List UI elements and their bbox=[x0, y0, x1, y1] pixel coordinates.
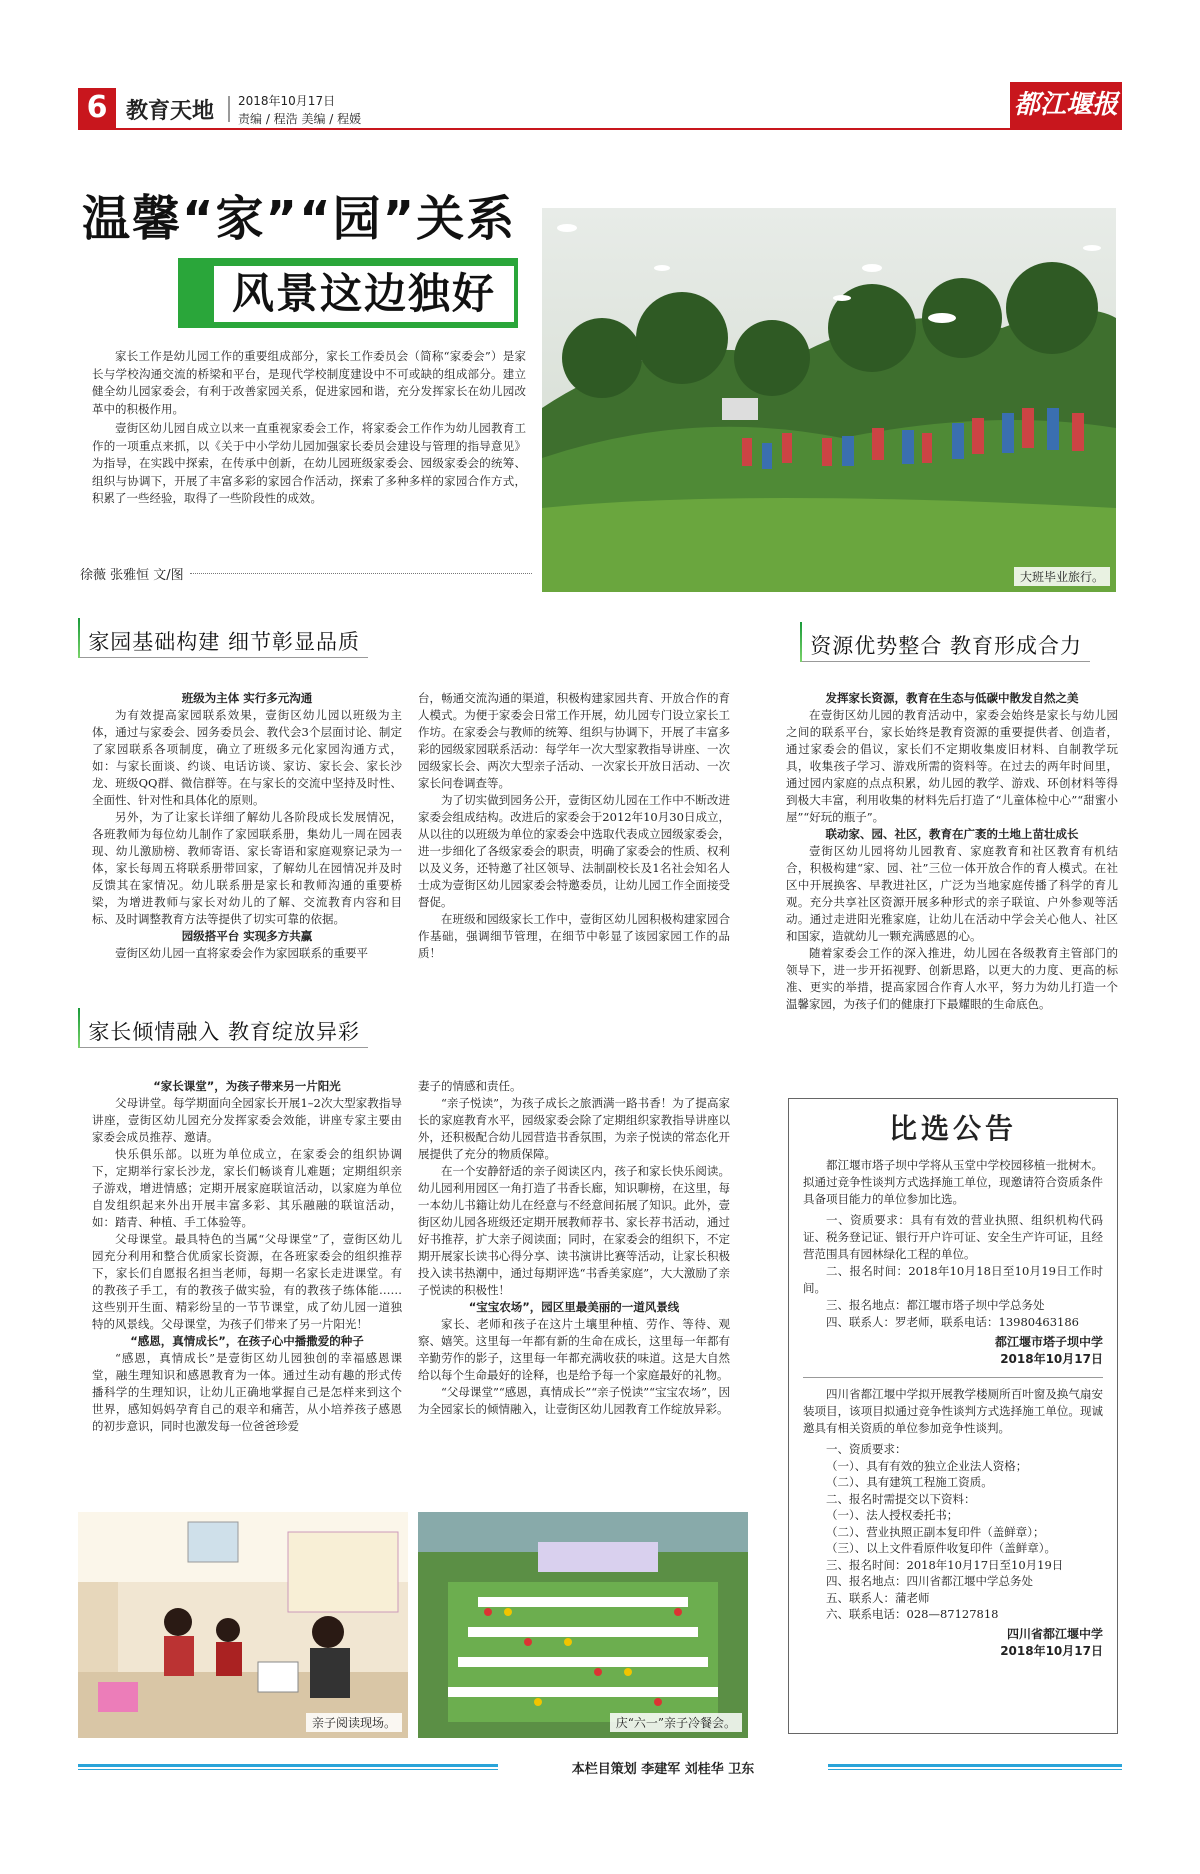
notice-title: 比选公告 bbox=[888, 1112, 1017, 1145]
page-header bbox=[78, 88, 1122, 130]
feature-subtitle-box bbox=[178, 258, 518, 328]
notice-box bbox=[788, 1098, 1118, 1734]
section1-paragraph: 为了切实做到园务公开，壹街区幼儿园在工作中不断改进家委会组成结构。改进后的家委会于2012年10月30日成立，从以往的以班级为单位的家委会中选取代表成立园级家委会，进一步细化了各级家委会的职责，明确了家委会的性质、权利以及义务，还特邀了社区领导、法制副校长及1名社会知名人士成为壹街区幼儿园家委会特邀委员，让幼儿园工作全面接受督促。 bbox=[418, 793, 730, 909]
section-name: 教育天地 bbox=[126, 99, 215, 124]
reading-photo bbox=[78, 1512, 408, 1738]
footer bbox=[78, 1758, 1122, 1782]
picnic-photo-caption: 庆“六一”亲子冷餐会。 bbox=[610, 1713, 742, 1732]
section2-heading bbox=[78, 1008, 368, 1048]
notice-item: 二、报名时间：2018年10月18日至10月19日工作时间。 bbox=[803, 1264, 1103, 1295]
section2-paragraph: 父母讲堂。每学期面向全园家长开展1–2次大型家教指导讲座，壹街区幼儿园充分发挥家委会效能，讲座专家主要由家委会成员推荐、邀请。 bbox=[92, 1096, 402, 1144]
section2-subhead: “家长课堂”，为孩子带来另一片阳光 bbox=[153, 1079, 341, 1093]
notice-date: 2018年10月17日 bbox=[1000, 1352, 1103, 1366]
picnic-photo-image bbox=[418, 1512, 748, 1738]
feature-photo-image bbox=[542, 208, 1116, 592]
issue-date: 2018年10月17日 bbox=[238, 94, 336, 108]
byline-text: 徐薇 张雅恒 文/图 bbox=[80, 568, 184, 583]
notice-items bbox=[803, 1441, 1103, 1623]
notice-date: 2018年10月17日 bbox=[1000, 1643, 1103, 1658]
feature-title: 温馨“家”“园”关系 bbox=[82, 191, 517, 247]
notice-item: （一）、法人授权委托书； bbox=[826, 1508, 959, 1522]
section1-paragraph: 另外，为了让家长详细了解幼儿各阶段成长发展情况，各班教师为每位幼儿制作了家园联系册，集幼儿一周在园表现、幼儿激励榜、教师寄语、家长寄语和家庭观察记录为一体，家长每周五将联系册带回家，了解幼儿在园情况并及时反馈其在家情况。幼儿联系册是家长和教师沟通的重要桥梁，为增进教师与家长对幼儿的了解、交流教育内容和目标、及时调整教育方法等提供了切实可靠的依据。 bbox=[92, 810, 402, 926]
section1-title: 家园基础构建 细节彰显品质 bbox=[80, 618, 368, 658]
reading-photo-image bbox=[78, 1512, 408, 1738]
feature-subtitle: 风景这边独好 bbox=[214, 266, 514, 322]
notice-item: （一）、具有有效的独立企业法人资格； bbox=[826, 1458, 1028, 1473]
notice-item: （二）、营业执照正副本复印件（盖鲜章）； bbox=[826, 1524, 1045, 1539]
section3-paragraph: 在壹街区幼儿园的教育活动中，家委会始终是家长与幼儿园之间的联系平台，家长始终是教育资源的重要提供者、创造者，通过家委会的倡议，家长们不定期收集废旧材料、自制教学玩具，收集孩子学习、游戏所需的资料等。在过去的两年时间里，通过园内家庭的点点积累，幼儿园的教学、游戏、环创材料等得到极大丰富，利用收集的材料先后打造了“儿童体检中心”“甜蜜小屋”“好玩的瓶子”。 bbox=[786, 708, 1118, 824]
notice-item: 五、联系人：蒲老师 bbox=[826, 1590, 930, 1605]
section2-paragraph: “父母课堂”“感恩，真情成长”“亲子悦读”“宝宝农场”，因为全园家长的倾情融入，让壹街区幼儿园教育工作绽放异彩。 bbox=[418, 1385, 730, 1416]
notice-item: 三、报名地点：都江堰市塔子坝中学总务处 bbox=[826, 1298, 1045, 1312]
section2-paragraph: 在一个安静舒适的亲子阅读区内，孩子和家长快乐阅读。幼儿园利用园区一角打造了书香长廊，知识聊榜，在这里，每一本幼儿书籍让幼儿在经意与不经意间拓展了知识。此外，壹街区幼儿园各班级还定期开展教师荐书、家长荐书活动，通过好书推荐，扩大亲子阅读面；同时，在家委会的组织下，不定期开展家长读书心得分享、读书演讲比赛等活动，让家长积极投入读书热潮中，通过每期评选“书香美家庭”，大大激励了亲子悦读的积极性！ bbox=[418, 1164, 730, 1297]
picnic-photo bbox=[418, 1512, 748, 1738]
section3-subhead: 联动家、园、社区，教育在广袤的土地上苗壮成长 bbox=[825, 827, 1079, 841]
footer-rule-right bbox=[828, 1764, 1122, 1770]
notice-item: 二、报名时需提交以下资料： bbox=[826, 1491, 976, 1506]
header-divider bbox=[228, 96, 230, 122]
footer-planning: 本栏目策划 李建军 刘桂华 卫东 bbox=[571, 1762, 755, 1777]
section1-subhead: 班级为主体 实行多元沟通 bbox=[181, 691, 313, 705]
section1-heading bbox=[78, 618, 368, 658]
notice-signature: 都江堰市塔子坝中学 bbox=[994, 1335, 1103, 1349]
footer-rule-left bbox=[78, 1764, 498, 1770]
section1-col2 bbox=[418, 690, 730, 962]
section3-subhead: 发挥家长资源，教育在生态与低碳中散发自然之美 bbox=[825, 691, 1079, 705]
section1-paragraph: 壹街区幼儿园一直将家委会作为家园联系的重要平 bbox=[115, 946, 368, 960]
notice-item: （三）、以上文件看原件收复印件（盖鲜章）。 bbox=[826, 1541, 1056, 1555]
notice-item: 一、资质要求： bbox=[826, 1442, 907, 1456]
section2-subhead: “宝宝农场”，园区里最美丽的一道风景线 bbox=[468, 1300, 680, 1314]
feature-intro bbox=[92, 348, 526, 508]
notice-divider bbox=[803, 1377, 1103, 1378]
section2-title: 家长倾情融入 教育绽放异彩 bbox=[80, 1008, 368, 1048]
section2-paragraph: “感恩，真情成长”是壹街区幼儿园独创的幸福感恩课堂，融生理知识和感恩教育为一体。通过生动有趣的形式传播科学的生理知识，让幼儿正确地掌握自己是怎样来到这个世界，感知妈妈孕育自己的艰辛和痛苦，从小培养孩子感恩的初步意识，同时也激发每一位爸爸珍爱 bbox=[92, 1351, 402, 1433]
notice-signature: 四川省都江堰中学 bbox=[1006, 1626, 1103, 1641]
masthead-logo: 都江堰报 bbox=[1010, 82, 1122, 128]
feature-photo-caption: 大班毕业旅行。 bbox=[1014, 567, 1110, 586]
section2-paragraph: 妻子的情感和责任。 bbox=[418, 1079, 522, 1093]
section2-paragraph: 家长、老师和孩子在这片土壤里种植、劳作、等待、观察、嬉笑。这里每一年都有新的生命在成长，这里每一年都有辛勤劳作的影子，这里每一年都充满收获的味道。这是大自然给以每个生命最好的诠释，也是给予每一个家庭最好的礼物。 bbox=[418, 1317, 730, 1382]
section2-paragraph: “亲子悦读”，为孩子成长之旅洒满一路书香！为了提高家长的家庭教育水平，园级家委会除了定期组织家教指导讲座以外，还积极配合幼儿园营造书香氛围，为亲子悦读的常态化开展提供了充分的物质保障。 bbox=[418, 1096, 730, 1161]
reading-photo-caption: 亲子阅读现场。 bbox=[306, 1713, 402, 1732]
section1-paragraph: 为有效提高家园联系效果，壹街区幼儿园以班级为主体，通过与家委会、园务委员会、教代会3个层面讨论、制定了家园联系各项制度，确立了班级多元化家园沟通方式，如：与家长面谈、约谈、电话访谈、家访、家长会、家长沙龙、班级QQ群、微信群等。在与家长的交流中坚持及时性、全面性、针对性和具体化的原则。 bbox=[92, 708, 402, 807]
notice-item: 四、报名地点：四川省都江堰中学总务处 bbox=[826, 1574, 1033, 1588]
section3-title: 资源优势整合 教育形成合力 bbox=[802, 622, 1090, 662]
byline-rule bbox=[190, 573, 532, 574]
notice-paragraph: 都江堰市塔子坝中学将从玉堂中学校园移植一批树木。拟通过竞争性谈判方式选择施工单位，现邀请符合资质条件具备项目能力的单位参加比选。 bbox=[803, 1158, 1103, 1206]
byline bbox=[80, 564, 532, 583]
notice-item: 四、联系人：罗老师，联系电话：13980463186 bbox=[826, 1315, 1079, 1329]
section2-paragraph: 快乐俱乐部。以班为单位成立，在家委会的组织协调下，定期举行家长沙龙，家长们畅谈育儿难题；定期组织亲子游戏，增进情感；定期开展家庭联谊活动，以家庭为单位自发组织起来外出开展丰富多彩、其乐融融的联谊活动，如：踏青、种植、手工体验等。 bbox=[92, 1147, 402, 1229]
section1-paragraph: 在班级和园级家长工作中，壹街区幼儿园积极构建家园合作基础，强调细节管理，在细节中彰显了该园家园工作的品质！ bbox=[418, 912, 730, 960]
notice-item: 六、联系电话：028—87127818 bbox=[826, 1607, 999, 1621]
section2-col2 bbox=[418, 1078, 730, 1418]
notice-paragraph: 四川省都江堰中学拟开展教学楼厕所百叶窗及换气扇安装项目，该项目拟通过竞争性谈判方式选择施工单位。现诚邀具有相关资质的单位参加竞争性谈判。 bbox=[803, 1387, 1103, 1435]
page-number: 6 bbox=[78, 88, 116, 128]
section1-subhead: 园级搭平台 实现多方共赢 bbox=[181, 929, 313, 943]
section3-paragraph: 随着家委会工作的深入推进，幼儿园在各级教育主管部门的领导下，进一步开拓视野、创新思路，以更大的力度、更高的标准、更实的举措，提高家园合作育人水平，努力为幼儿打造一个温馨家园，为孩子们的健康打下最耀眼的生命底色。 bbox=[786, 946, 1118, 1011]
section2-paragraph: 父母课堂。最具特色的当属“父母课堂”了，壹街区幼儿园充分利用和整合优质家长资源，在各班家委会的组织推荐下，家长们自愿报名担当老师，每期一名家长走进课堂。有的教孩子手工，有的教孩子做实验，有的教孩子练体能……这些别开生面、精彩纷呈的一节节课堂，成了幼儿园一道独特的风景线。父母课堂，为孩子们带来了另一片阳光！ bbox=[92, 1232, 402, 1331]
section1-paragraph: 台，畅通交流沟通的渠道，积极构建家园共育、开放合作的育人模式。为便于家委会日常工作开展，幼儿园专门设立家长工作坊。在家委会与教师的统筹、组织与协调下，开展了丰富多彩的园级家园联系活动：每学年一次大型家教指导讲座、一次园级家长会、两次大型亲子活动、一次家长开放日活动、一次家长问卷调查等。 bbox=[418, 691, 730, 790]
notice-item: 一、资质要求：具有有效的营业执照、组织机构代码证、税务登记证、银行开户许可证、安全生产许可证，且经营范围具有园林绿化工程的单位。 bbox=[803, 1213, 1103, 1261]
section2-col1 bbox=[92, 1078, 402, 1435]
intro-paragraph: 壹街区幼儿园自成立以来一直重视家委会工作，将家委会工作作为幼儿园教育工作的一项重点来抓，以《关于中小学幼儿园加强家长委员会建设与管理的指导意见》为指导，在实践中探索，在传承中创新，在幼儿园班级家委会、园级家委会的统筹、组织与协调下，开展了丰富多彩的家园合作活动，探索了多种多样的家园合作方式，积累了一些经验，取得了一些阶段性的成效。 bbox=[92, 421, 526, 505]
intro-paragraph: 家长工作是幼儿园工作的重要组成部分，家长工作委员会（简称“家委会”）是家长与学校沟通交流的桥梁和平台，是现代学校制度建设中不可或缺的组成部分。建立健全幼儿园家委会，有利于改善家园关系，促进家园和谐，充分发挥家长在幼儿园改革中的积极作用。 bbox=[92, 349, 526, 416]
notice-item: （二）、具有建筑工程施工资质。 bbox=[826, 1475, 993, 1489]
notice-item: 三、报名时间：2018年10月17日至10月19日 bbox=[826, 1557, 1064, 1572]
section1-col1 bbox=[92, 690, 402, 962]
feature-photo bbox=[542, 208, 1116, 592]
section2-subhead: “感恩，真情成长”，在孩子心中播撒爱的种子 bbox=[130, 1334, 364, 1348]
section3-heading bbox=[800, 622, 1090, 662]
editors: 责编 / 程浩 美编 / 程媛 bbox=[238, 112, 362, 126]
section3-col bbox=[786, 690, 1118, 1013]
notice-items bbox=[803, 1212, 1103, 1331]
section3-paragraph: 壹街区幼儿园将幼儿园教育、家庭教育和社区教育有机结合，积极构建“家、园、社”三位一体开放合作的育人模式。在社区中开展换客、早教进社区，广泛为当地家庭传播了科学的育儿观。充分共享社区资源开展多种形式的亲子联谊、户外参观等活动。通过走进阳光雅家庭，让幼儿在活动中学会关心他人、社区和国家，造就幼儿一颗充满感恩的心。 bbox=[786, 844, 1118, 943]
